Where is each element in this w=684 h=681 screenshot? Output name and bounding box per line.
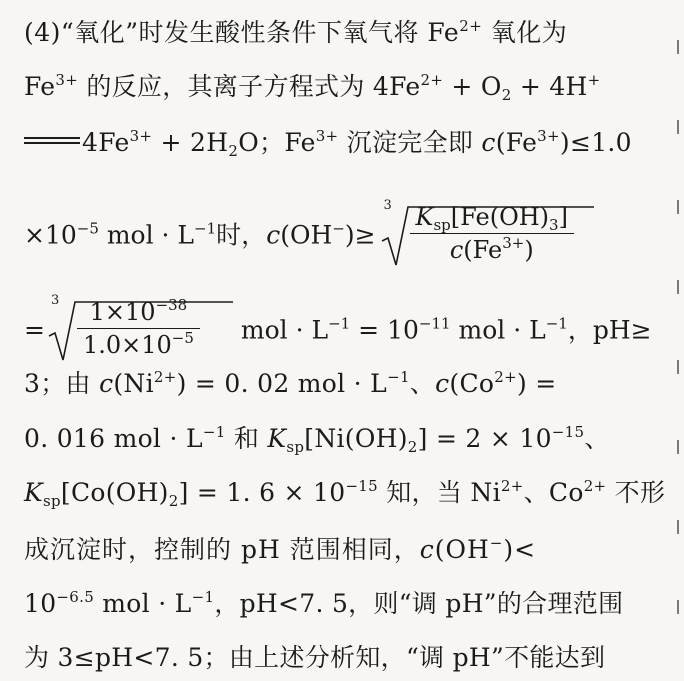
- subscript: 3: [549, 216, 559, 234]
- text-run: 为 3≤pH<7. 5；由上述分析知，“调 pH”不能达到: [24, 643, 606, 672]
- text-line-7: [24, 424, 674, 454]
- superscript: −1: [194, 219, 217, 238]
- text-run: 、: [584, 424, 610, 453]
- text-line-4: [24, 198, 674, 269]
- dash-mark: [677, 440, 679, 454]
- superscript: 3+: [315, 127, 339, 145]
- superscript: −11: [418, 314, 451, 333]
- text-run: 氧化为: [482, 18, 568, 47]
- italic-symbol: K: [24, 478, 43, 507]
- superscript: 2+: [420, 71, 444, 89]
- text-run: 不形: [606, 478, 666, 507]
- text-run: (Ni: [113, 369, 154, 398]
- dash-mark: [677, 120, 679, 134]
- denominator: [410, 234, 574, 264]
- superscript: −1: [387, 368, 410, 386]
- superscript: 2+: [583, 477, 607, 495]
- text-run: 、Co: [523, 478, 584, 507]
- text-line-8: [24, 478, 674, 508]
- superscript: 3+: [537, 127, 560, 145]
- text-run: + 2H: [152, 128, 229, 157]
- superscript: −1: [328, 314, 351, 333]
- dash-mark: [677, 360, 679, 374]
- superscript: −5: [76, 219, 99, 238]
- text-run: [Fe(OH): [450, 203, 550, 231]
- text-run: ] = 2 × 10: [417, 424, 552, 453]
- page-edge-dashes: [672, 0, 684, 681]
- superscript: −1: [202, 423, 226, 441]
- dash-mark: [677, 280, 679, 294]
- equals-sign-icon: [24, 137, 80, 144]
- text-run: )≤1.0: [559, 128, 632, 157]
- superscript: 2+: [500, 477, 524, 495]
- superscript: 2+: [459, 17, 483, 35]
- text-run: mol · L: [94, 589, 192, 618]
- text-run: (OH: [280, 220, 333, 250]
- cube-root-radical: [47, 293, 233, 364]
- numerator: [410, 203, 574, 234]
- superscript: −6.5: [56, 588, 95, 606]
- text-run: = 10: [350, 315, 419, 345]
- text-run: ) =: [516, 369, 557, 398]
- text-run: ，pH<7. 5，则“调 pH”的合理范围: [214, 589, 624, 618]
- superscript: +: [587, 71, 601, 89]
- cube-root-radical: [380, 198, 594, 269]
- superscript: −15: [551, 423, 585, 441]
- text-run: 的反应，其离子方程式为 4Fe: [78, 72, 421, 101]
- superscript: 2+: [153, 368, 177, 386]
- superscript: 3+: [55, 71, 79, 89]
- italic-symbol: c: [99, 369, 114, 398]
- text-run: 、: [409, 369, 436, 398]
- text-run: )≥: [344, 220, 376, 250]
- dash-mark: [677, 40, 679, 54]
- superscript: 3+: [129, 127, 153, 145]
- text-line-6: [24, 369, 674, 399]
- subscript: 2: [168, 492, 179, 510]
- text-run: 4Fe: [82, 128, 130, 157]
- italic-symbol: c: [435, 369, 450, 398]
- text-run: 沉淀完全即: [338, 128, 482, 157]
- italic-symbol: K: [415, 203, 434, 231]
- italic-symbol: c: [419, 535, 435, 564]
- text-run: (Co: [449, 369, 495, 398]
- root-index: 3: [383, 198, 392, 213]
- text-run: (Fe: [463, 236, 503, 264]
- text-run: [Ni(OH): [304, 424, 408, 453]
- text-run: 0. 016 mol · L: [24, 424, 203, 453]
- superscript: −38: [155, 296, 188, 314]
- text-run: )<: [503, 535, 537, 564]
- text-line-5: [24, 293, 674, 364]
- subscript: sp: [286, 438, 305, 456]
- text-run: 知，当 Ni: [378, 478, 501, 507]
- dash-mark: [677, 600, 679, 614]
- text-run: mol · L: [450, 315, 546, 345]
- text-run: 成沉淀时，控制的 pH 范围相同，: [24, 535, 420, 564]
- text-run: mol · L: [98, 220, 195, 250]
- text-run: [Co(OH): [60, 478, 169, 507]
- text-line-10: [24, 589, 674, 619]
- subscript: sp: [42, 492, 61, 510]
- text-run: Fe: [24, 72, 56, 101]
- superscript: −1: [191, 588, 215, 606]
- subscript: 2: [407, 438, 418, 456]
- text-run: ×10: [24, 220, 77, 250]
- text-run: ): [524, 236, 534, 264]
- text-run: 时，: [216, 220, 267, 250]
- text-run: 3；由: [24, 369, 100, 398]
- numerator: [77, 298, 200, 329]
- superscript: −: [332, 219, 345, 238]
- text-line-11: [24, 643, 674, 673]
- text-run: (Fe: [495, 128, 538, 157]
- text-run: 1×10: [89, 298, 156, 326]
- text-run: + O: [443, 72, 502, 101]
- denominator: [77, 329, 200, 359]
- text-run: O；Fe: [238, 128, 316, 157]
- text-run: 10: [24, 589, 57, 618]
- text-run: 1.0×10: [82, 331, 172, 359]
- subscript: 2: [228, 142, 239, 160]
- text-run: =: [24, 315, 45, 345]
- superscript: −1: [545, 314, 568, 333]
- text-run: ，pH≥: [567, 315, 652, 345]
- italic-symbol: c: [266, 220, 281, 250]
- text-line-9: [24, 535, 674, 565]
- root-index: 3: [50, 293, 60, 308]
- fraction: [410, 203, 574, 264]
- dash-mark: [677, 520, 679, 534]
- text-run: (OH: [434, 535, 490, 564]
- superscript: 2+: [494, 368, 517, 386]
- italic-symbol: K: [267, 424, 287, 453]
- fraction: [77, 298, 200, 359]
- text-run: ) = 0. 02 mol · L: [176, 369, 388, 398]
- subscript: sp: [433, 216, 451, 234]
- text-line-2: [24, 72, 674, 102]
- italic-symbol: c: [481, 128, 496, 157]
- text-run: mol · L: [232, 315, 329, 345]
- text-run: ] = 1. 6 × 10: [178, 478, 346, 507]
- superscript: 3+: [502, 234, 525, 252]
- text-run: 和: [225, 424, 268, 453]
- italic-symbol: c: [449, 236, 464, 264]
- dash-mark: [677, 200, 679, 214]
- text-run: ]: [558, 203, 568, 231]
- text-line-3: [24, 128, 674, 158]
- text-line-1: [24, 18, 674, 48]
- superscript: −15: [345, 477, 378, 495]
- superscript: −5: [171, 329, 194, 347]
- superscript: −: [489, 534, 504, 552]
- text-run: + 4H: [511, 72, 588, 101]
- subscript: 2: [501, 86, 512, 104]
- text-run: (4)“氧化”时发生酸性条件下氧气将 Fe: [24, 18, 460, 47]
